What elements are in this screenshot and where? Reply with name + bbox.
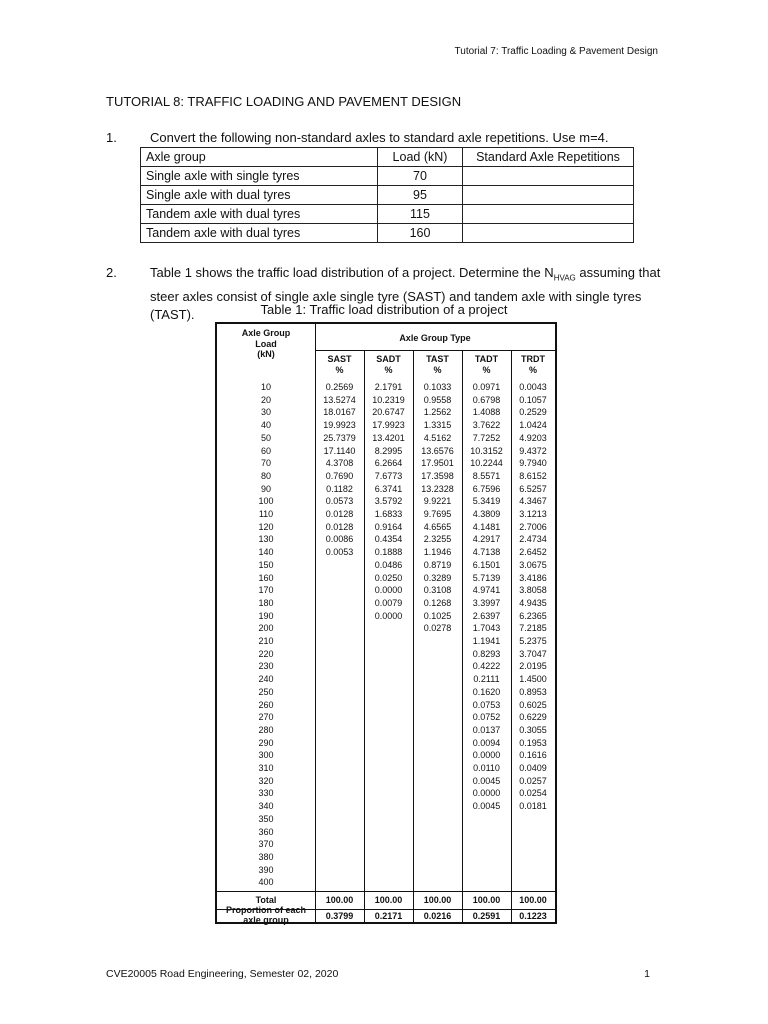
- percentage-value: 13.5274: [323, 394, 356, 405]
- percentage-value: 6.3741: [374, 483, 403, 494]
- running-header: Tutorial 7: Traffic Loading & Pavement Design: [454, 46, 658, 57]
- percentage-value: 0.2569: [325, 382, 354, 392]
- load-value: 200: [258, 623, 274, 634]
- percentage-value: 4.3708: [325, 458, 354, 469]
- percentage-value: 0.0110: [473, 763, 500, 773]
- percentage-value: 0.0000: [472, 750, 501, 761]
- percentage-value: 4.3467: [519, 496, 547, 507]
- load-value: 310: [258, 763, 274, 773]
- percentage-value: 0.0257: [519, 775, 547, 786]
- proportion-value: 0.2171: [374, 910, 403, 921]
- load-cell: 70: [378, 167, 463, 186]
- percentage-value: 6.2664: [374, 458, 403, 469]
- load-value: 220: [258, 648, 274, 659]
- question-2-number: 2.: [106, 265, 117, 280]
- percentage-value: 2.0195: [519, 661, 547, 672]
- percentage-value: 1.1946: [423, 547, 452, 558]
- load-value: 280: [258, 724, 274, 735]
- percentage-value: 0.6798: [472, 394, 501, 405]
- load-value: 80: [260, 470, 271, 481]
- percentage-value: 0.0137: [472, 724, 501, 735]
- percentage-value: 0.0128: [325, 521, 354, 532]
- percentage-value: 0.1268: [423, 597, 452, 608]
- percentage-value: 0.6025: [519, 699, 547, 710]
- percentage-value: 0.4222: [472, 661, 501, 672]
- q2-text-start: Table 1 shows the traffic load distribution of a project. Determine the N: [150, 265, 554, 280]
- percentage-value: 0.0181: [519, 801, 547, 812]
- percentage-value: 9.4372: [519, 445, 547, 456]
- total-value: 100.00: [519, 895, 547, 905]
- percentage-value: 0.1182: [326, 483, 353, 494]
- percentage-value: 0.6229: [519, 712, 547, 723]
- load-value: 240: [258, 674, 274, 685]
- table-1-caption: Table 1: Traffic load distribution of a project: [260, 302, 508, 317]
- percentage-value: 3.0675: [519, 559, 547, 570]
- percentage-value: 0.0000: [374, 585, 403, 596]
- percentage-value: 0.3108: [423, 585, 452, 596]
- proportion-value: 0.2591: [472, 910, 501, 921]
- load-value: 210: [258, 636, 274, 646]
- percentage-value: 1.6833: [374, 509, 403, 519]
- percentage-value: 13.4201: [372, 432, 405, 443]
- percentage-value: 2.4734: [519, 534, 547, 545]
- load-value: 360: [258, 826, 274, 837]
- load-value: 100: [258, 496, 274, 507]
- percentage-value: 0.0250: [374, 572, 403, 583]
- percentage-value: 3.5792: [374, 496, 403, 507]
- percentage-value: 7.7252: [472, 432, 501, 443]
- percentage-value: 0.2529: [519, 407, 547, 418]
- header-axle-group: Axle group: [141, 148, 378, 167]
- percentage-value: 13.2328: [421, 483, 454, 494]
- percentage-value: 0.8953: [519, 686, 547, 697]
- percentage-value: 4.2917: [472, 534, 501, 545]
- percentage-value: 3.8058: [519, 585, 547, 596]
- footer-course: CVE20005 Road Engineering, Semester 02, 2020: [106, 968, 339, 980]
- percentage-value: 1.3315: [423, 420, 452, 431]
- q2-text-end: assuming that steer axles consist of single axle single tyre (SAST) and tandem axle with single tyres (TAST).: [150, 265, 661, 322]
- load-value: 180: [258, 597, 274, 608]
- percentage-value: 25.7379: [323, 432, 356, 443]
- percentage-value: 4.9435: [519, 597, 547, 608]
- percentage-value: 0.0409: [519, 763, 547, 773]
- load-value: 380: [258, 851, 274, 862]
- percentage-value: 0.1953: [519, 737, 547, 748]
- table-row: [141, 205, 634, 224]
- axle-type-header: TRDT %: [521, 354, 545, 375]
- repetitions-cell: [463, 224, 634, 243]
- percentage-value: 0.9558: [423, 394, 452, 405]
- repetitions-cell: [463, 186, 634, 205]
- table-row: [141, 224, 634, 243]
- percentage-value: 1.4500: [519, 674, 547, 685]
- percentage-value: 0.0573: [325, 496, 354, 507]
- percentage-value: 3.7047: [519, 648, 547, 659]
- total-value: 100.00: [472, 895, 501, 905]
- percentage-value: 0.0752: [472, 712, 501, 723]
- percentage-value: 6.7596: [472, 483, 501, 494]
- axle-conversion-table: [140, 147, 634, 243]
- percentage-value: 4.7138: [472, 547, 501, 558]
- load-value: 20: [260, 394, 271, 405]
- percentage-value: 6.2365: [519, 610, 547, 621]
- proportion-label: Proportion of each axle group: [225, 904, 306, 925]
- repetitions-cell: [463, 167, 634, 186]
- percentage-value: 0.1057: [519, 394, 547, 405]
- percentage-value: 9.7940: [519, 458, 547, 469]
- percentage-value: 10.2319: [372, 394, 405, 405]
- load-value: 70: [260, 458, 271, 469]
- header-repetitions: Standard Axle Repetitions: [463, 148, 634, 167]
- percentage-value: 1.4088: [472, 407, 501, 418]
- table-header-row: [141, 148, 634, 167]
- axle-group-cell: Single axle with single tyres: [141, 167, 378, 186]
- load-value: 40: [260, 420, 271, 431]
- proportion-value: 0.3799: [325, 910, 354, 921]
- total-divider: [217, 891, 555, 892]
- total-value: 100.00: [325, 895, 354, 905]
- axle-group-cell: Single axle with dual tyres: [141, 186, 378, 205]
- percentage-value: 0.0971: [472, 382, 501, 392]
- load-value: 270: [258, 712, 274, 723]
- percentage-value: 2.7006: [519, 521, 547, 532]
- percentage-value: 1.7043: [472, 623, 501, 634]
- percentage-value: 0.3055: [519, 724, 547, 735]
- percentage-value: 2.6397: [472, 610, 501, 621]
- table-row: [141, 167, 634, 186]
- percentage-value: 8.6152: [519, 470, 547, 481]
- traffic-load-distribution-table: [215, 322, 557, 924]
- percentage-value: 9.9221: [423, 496, 452, 507]
- load-value: 170: [258, 585, 274, 596]
- header-load: Load (kN): [378, 148, 463, 167]
- percentage-value: 0.0000: [472, 788, 501, 799]
- proportion-value: 0.1223: [519, 910, 547, 921]
- axle-group-cell: Tandem axle with dual tyres: [141, 205, 378, 224]
- percentage-value: 2.6452: [519, 547, 547, 558]
- percentage-value: 0.1616: [519, 750, 547, 761]
- percentage-value: 4.3809: [472, 509, 501, 519]
- percentage-value: 13.6576: [421, 445, 454, 456]
- percentage-value: 2.3255: [423, 534, 452, 545]
- load-value: 50: [260, 432, 271, 443]
- percentage-value: 0.1025: [423, 610, 452, 621]
- percentage-value: 4.1481: [472, 521, 501, 532]
- load-value: 160: [258, 572, 274, 583]
- percentage-value: 0.0045: [472, 775, 501, 786]
- axle-type-header: SADT %: [376, 354, 401, 375]
- percentage-value: 1.2562: [423, 407, 452, 418]
- load-value: 330: [258, 788, 274, 799]
- load-value: 300: [258, 750, 274, 761]
- percentage-value: 18.0167: [323, 407, 356, 418]
- percentage-value: 17.1140: [323, 445, 356, 456]
- load-value: 90: [260, 483, 271, 494]
- proportion-value: 0.0216: [423, 910, 452, 921]
- axle-group-cell: Tandem axle with dual tyres: [141, 224, 378, 243]
- percentage-value: 0.0128: [325, 509, 354, 519]
- header-divider: [315, 350, 555, 351]
- percentage-value: 0.9164: [374, 521, 403, 532]
- load-value: 130: [258, 534, 274, 545]
- load-value: 140: [258, 547, 274, 558]
- load-value: 400: [258, 877, 274, 888]
- load-value: 190: [258, 610, 274, 621]
- percentage-value: 7.6773: [374, 470, 403, 481]
- percentage-value: 0.0053: [325, 547, 354, 558]
- percentage-value: 4.9741: [472, 585, 501, 596]
- percentage-value: 7.2185: [519, 623, 547, 634]
- percentage-value: 8.5571: [472, 470, 501, 481]
- q2-subscript: HVAG: [553, 273, 576, 283]
- load-value: 250: [258, 686, 274, 697]
- percentage-value: 3.7622: [472, 420, 501, 431]
- percentage-value: 0.8719: [423, 559, 452, 570]
- percentage-value: 6.5257: [519, 483, 547, 494]
- percentage-value: 19.9923: [323, 420, 356, 431]
- percentage-value: 1.1941: [472, 636, 501, 646]
- load-value: 60: [260, 445, 271, 456]
- page-number: 1: [644, 968, 650, 980]
- percentage-value: 5.7139: [472, 572, 501, 583]
- percentage-value: 0.0753: [472, 699, 501, 710]
- percentage-value: 2.1791: [374, 382, 403, 392]
- percentage-value: 0.0079: [374, 597, 403, 608]
- percentage-value: 10.2244: [470, 458, 503, 469]
- percentage-value: 0.1888: [374, 547, 403, 558]
- load-value: 350: [258, 813, 274, 824]
- percentage-value: 4.5162: [423, 432, 452, 443]
- load-cell: 115: [378, 205, 463, 224]
- load-cell: 160: [378, 224, 463, 243]
- percentage-value: 0.0043: [519, 382, 547, 392]
- percentage-value: 0.1620: [472, 686, 501, 697]
- table-row: [141, 186, 634, 205]
- percentage-value: 4.6565: [423, 521, 452, 532]
- percentage-value: 1.0424: [519, 420, 547, 431]
- percentage-value: 0.2111: [473, 674, 500, 685]
- load-value: 30: [260, 407, 271, 418]
- percentage-value: 0.3289: [423, 572, 452, 583]
- load-value: 260: [258, 699, 274, 710]
- percentage-value: 0.0045: [472, 801, 501, 812]
- percentage-value: 5.2375: [519, 636, 547, 646]
- percentage-value: 17.9501: [421, 458, 454, 469]
- percentage-value: 9.7695: [423, 509, 452, 519]
- load-value: 230: [258, 661, 274, 672]
- percentage-value: 0.8293: [472, 648, 501, 659]
- percentage-value: 8.2995: [374, 445, 403, 456]
- axle-type-header: TADT %: [474, 354, 499, 375]
- load-value: 150: [258, 559, 274, 570]
- repetitions-cell: [463, 205, 634, 224]
- percentage-value: 0.0086: [325, 534, 354, 545]
- load-value: 320: [258, 775, 274, 786]
- percentage-value: 3.1213: [519, 509, 547, 519]
- load-value: 340: [258, 801, 274, 812]
- percentage-value: 0.1033: [423, 382, 452, 392]
- question-1-text: Convert the following non-standard axles to standard axle repetitions. Use m=4.: [150, 130, 609, 145]
- axle-group-type-header: Axle Group Type: [399, 333, 471, 343]
- percentage-value: 0.4354: [374, 534, 403, 545]
- total-value: 100.00: [374, 895, 403, 905]
- axle-type-header: TAST %: [426, 354, 449, 375]
- percentage-value: 3.3997: [472, 597, 501, 608]
- total-label: Total: [255, 895, 277, 905]
- percentage-value: 10.3152: [470, 445, 503, 456]
- load-column-header: Axle Group Load (kN): [241, 328, 291, 359]
- load-value: 290: [258, 737, 274, 748]
- percentage-value: 4.9203: [519, 432, 547, 443]
- load-value: 110: [258, 509, 274, 519]
- percentage-value: 17.3598: [421, 470, 454, 481]
- percentage-value: 0.7690: [325, 470, 354, 481]
- load-value: 10: [260, 382, 271, 392]
- percentage-value: 0.0094: [472, 737, 501, 748]
- question-1-number: 1.: [106, 130, 117, 145]
- load-value: 390: [258, 864, 274, 875]
- load-value: 120: [258, 521, 274, 532]
- percentage-value: 5.3419: [472, 496, 501, 507]
- percentage-value: 17.9923: [372, 420, 405, 431]
- percentage-value: 0.0254: [519, 788, 547, 799]
- percentage-value: 20.6747: [372, 407, 405, 418]
- axle-type-header: SAST %: [327, 354, 352, 375]
- percentage-value: 6.1501: [472, 559, 501, 570]
- total-value: 100.00: [423, 895, 452, 905]
- load-cell: 95: [378, 186, 463, 205]
- load-value: 370: [258, 839, 274, 850]
- percentage-value: 0.0486: [374, 559, 403, 570]
- percentage-value: 0.0000: [374, 610, 403, 621]
- percentage-value: 3.4186: [519, 572, 547, 583]
- percentage-value: 0.0278: [423, 623, 452, 634]
- page-title: TUTORIAL 8: TRAFFIC LOADING AND PAVEMENT DESIGN: [106, 94, 462, 109]
